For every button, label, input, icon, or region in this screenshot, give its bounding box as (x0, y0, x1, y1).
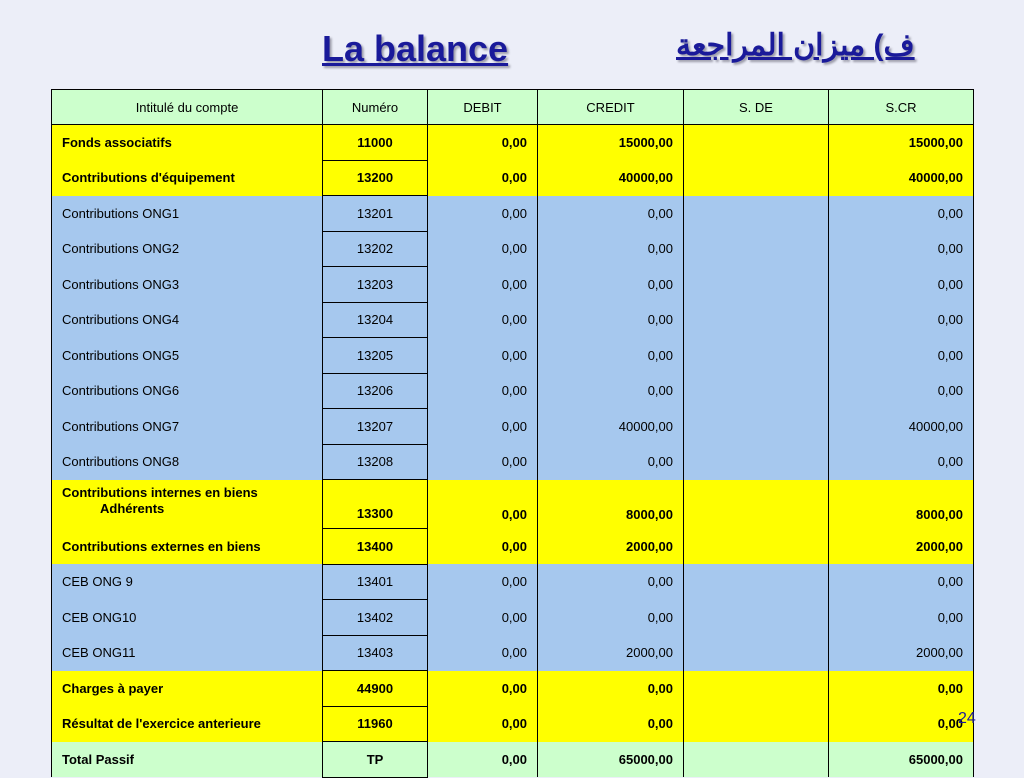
table-row (52, 480, 974, 529)
solde-debit-cell (684, 635, 829, 671)
account-name-cell: Contributions ONG3 (52, 267, 323, 303)
balance-table (51, 89, 974, 778)
account-name-cell: Total Passif (52, 742, 323, 778)
credit-cell: 0,00 (538, 231, 684, 267)
account-number-cell: 13400 (323, 529, 428, 565)
account-number-cell: 13208 (323, 444, 428, 480)
account-name-cell: Contributions ONG7 (52, 409, 323, 445)
solde-credit-cell: 40000,00 (829, 160, 974, 196)
solde-debit-cell (684, 480, 829, 529)
table-row (52, 742, 974, 778)
debit-cell: 0,00 (428, 671, 538, 707)
debit-cell: 0,00 (428, 742, 538, 778)
account-name-cell: Résultat de l'exercice anterieure (52, 706, 323, 742)
solde-credit-cell: 2000,00 (829, 635, 974, 671)
account-number-cell: 13201 (323, 196, 428, 232)
account-name-subline: Adhérents (100, 500, 165, 516)
solde-debit-cell (684, 706, 829, 742)
solde-debit-cell (684, 529, 829, 565)
table-row (52, 671, 974, 707)
credit-cell: 0,00 (538, 706, 684, 742)
debit-cell: 0,00 (428, 564, 538, 600)
table-row (52, 160, 974, 196)
credit-cell: 0,00 (538, 302, 684, 338)
table-row (52, 196, 974, 232)
column-header: Intitulé du compte (52, 90, 323, 125)
account-number-cell: 13402 (323, 600, 428, 636)
credit-cell: 0,00 (538, 373, 684, 409)
table-row (52, 338, 974, 374)
solde-debit-cell (684, 600, 829, 636)
account-number-cell: 44900 (323, 671, 428, 707)
credit-cell: 2000,00 (538, 635, 684, 671)
solde-credit-cell: 65000,00 (829, 742, 974, 778)
debit-cell: 0,00 (428, 125, 538, 161)
credit-cell: 0,00 (538, 600, 684, 636)
solde-credit-cell: 0,00 (829, 444, 974, 480)
solde-debit-cell (684, 409, 829, 445)
table-row (52, 529, 974, 565)
solde-credit-cell: 0,00 (829, 338, 974, 374)
debit-cell: 0,00 (428, 302, 538, 338)
page-title-arabic: ف) ميزان المراجعة (676, 29, 915, 62)
solde-credit-cell: 0,00 (829, 373, 974, 409)
debit-cell: 0,00 (428, 635, 538, 671)
account-number-cell: 13203 (323, 267, 428, 303)
page-number: 24 (958, 710, 976, 727)
table-row (52, 444, 974, 480)
table-row (52, 267, 974, 303)
solde-debit-cell (684, 231, 829, 267)
account-name-cell: CEB ONG11 (52, 635, 323, 671)
solde-debit-cell (684, 196, 829, 232)
debit-cell: 0,00 (428, 231, 538, 267)
account-number-cell: 13300 (323, 480, 428, 529)
column-header: S.CR (829, 90, 974, 125)
solde-debit-cell (684, 160, 829, 196)
solde-credit-cell: 0,00 (829, 564, 974, 600)
column-header: CREDIT (538, 90, 684, 125)
account-number-cell: 13202 (323, 231, 428, 267)
credit-cell: 0,00 (538, 444, 684, 480)
account-name-cell: CEB ONG 9 (52, 564, 323, 600)
solde-debit-cell (684, 742, 829, 778)
solde-debit-cell (684, 267, 829, 303)
account-name-cell: Contributions ONG2 (52, 231, 323, 267)
debit-cell: 0,00 (428, 160, 538, 196)
debit-cell: 0,00 (428, 373, 538, 409)
solde-credit-cell: 8000,00 (829, 480, 974, 529)
account-number-cell: TP (323, 742, 428, 778)
account-number-cell: 13401 (323, 564, 428, 600)
column-header: S. DE (684, 90, 829, 125)
solde-credit-cell: 0,00 (829, 706, 974, 742)
account-number-cell: 13204 (323, 302, 428, 338)
account-name-cell: Contributions ONG1 (52, 196, 323, 232)
credit-cell: 8000,00 (538, 480, 684, 529)
account-name-cell (52, 480, 323, 529)
solde-debit-cell (684, 125, 829, 161)
table-header-row (52, 90, 974, 125)
table-row (52, 600, 974, 636)
account-number-cell: 13207 (323, 409, 428, 445)
account-name-line: Contributions internes en biens (62, 484, 258, 500)
credit-cell: 0,00 (538, 338, 684, 374)
debit-cell: 0,00 (428, 444, 538, 480)
solde-debit-cell (684, 338, 829, 374)
table-row (52, 564, 974, 600)
solde-debit-cell (684, 444, 829, 480)
account-name-cell: Charges à payer (52, 671, 323, 707)
account-number-cell: 13206 (323, 373, 428, 409)
account-name-cell: Contributions ONG5 (52, 338, 323, 374)
solde-credit-cell: 0,00 (829, 231, 974, 267)
debit-cell: 0,00 (428, 409, 538, 445)
account-number-cell: 11000 (323, 125, 428, 161)
debit-cell: 0,00 (428, 267, 538, 303)
table-row (52, 373, 974, 409)
credit-cell: 0,00 (538, 564, 684, 600)
solde-credit-cell: 0,00 (829, 302, 974, 338)
debit-cell: 0,00 (428, 196, 538, 232)
account-number-cell: 13205 (323, 338, 428, 374)
debit-cell: 0,00 (428, 600, 538, 636)
account-name-cell: CEB ONG10 (52, 600, 323, 636)
credit-cell: 40000,00 (538, 409, 684, 445)
credit-cell: 40000,00 (538, 160, 684, 196)
debit-cell: 0,00 (428, 529, 538, 565)
solde-credit-cell: 0,00 (829, 267, 974, 303)
account-name-cell: Contributions d'équipement (52, 160, 323, 196)
table-row (52, 231, 974, 267)
table-row (52, 706, 974, 742)
account-name-cell: Fonds associatifs (52, 125, 323, 161)
solde-debit-cell (684, 373, 829, 409)
solde-credit-cell: 15000,00 (829, 125, 974, 161)
account-name-cell: Contributions ONG6 (52, 373, 323, 409)
solde-debit-cell (684, 302, 829, 338)
solde-credit-cell: 40000,00 (829, 409, 974, 445)
solde-debit-cell (684, 564, 829, 600)
column-header: DEBIT (428, 90, 538, 125)
solde-credit-cell: 2000,00 (829, 529, 974, 565)
credit-cell: 0,00 (538, 267, 684, 303)
table-row (52, 635, 974, 671)
account-name-cell: Contributions ONG4 (52, 302, 323, 338)
debit-cell: 0,00 (428, 338, 538, 374)
column-header: Numéro (323, 90, 428, 125)
account-number-cell: 11960 (323, 706, 428, 742)
credit-cell: 0,00 (538, 671, 684, 707)
page-title: La balance (322, 28, 509, 69)
debit-cell: 0,00 (428, 706, 538, 742)
credit-cell: 2000,00 (538, 529, 684, 565)
table-row (52, 302, 974, 338)
solde-credit-cell: 0,00 (829, 600, 974, 636)
solde-credit-cell: 0,00 (829, 196, 974, 232)
solde-credit-cell: 0,00 (829, 671, 974, 707)
account-name-cell: Contributions externes en biens (52, 529, 323, 565)
account-number-cell: 13200 (323, 160, 428, 196)
table-row (52, 125, 974, 161)
credit-cell: 65000,00 (538, 742, 684, 778)
account-name-cell: Contributions ONG8 (52, 444, 323, 480)
table-row (52, 409, 974, 445)
credit-cell: 15000,00 (538, 125, 684, 161)
account-number-cell: 13403 (323, 635, 428, 671)
debit-cell: 0,00 (428, 480, 538, 529)
credit-cell: 0,00 (538, 196, 684, 232)
solde-debit-cell (684, 671, 829, 707)
